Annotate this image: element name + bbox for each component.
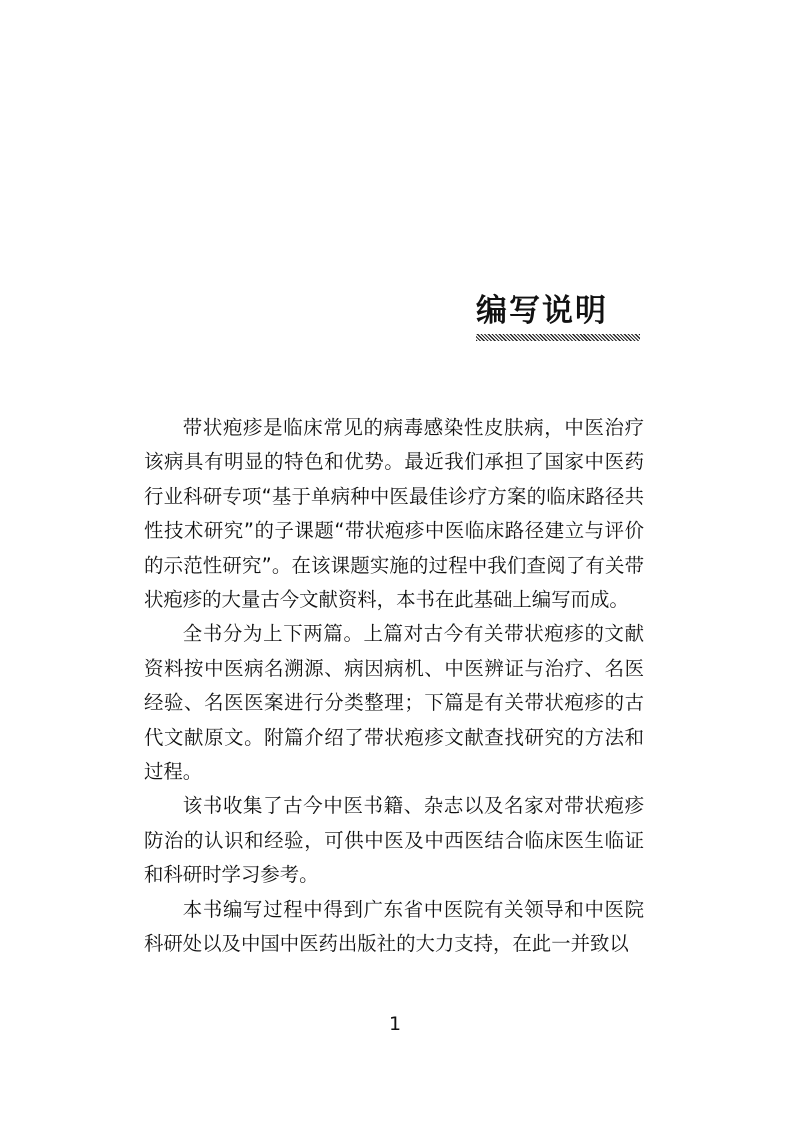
heading-underline-rule	[476, 334, 640, 341]
paragraph-4: 本书编写过程中得到广东省中医院有关领导和中医院科研处以及中国中医药出版社的大力支持，在此一并致以	[144, 897, 644, 956]
body-text	[144, 411, 644, 962]
paragraph-1: 带状疱疹是临床常见的病毒感染性皮肤病，中医治疗该病具有明显的特色和优势。最近我们承担了国家中医药行业科研专项“基于单病种中医最佳诊疗方案的临床路径共性技术研究”的子课题“带状疱疹中医临床路径建立与评价的示范性研究”。在该课题实施的过程中我们查阅了有关带状疱疹的大量古今文献资料，本书在此基础上编写而成。	[144, 416, 644, 612]
page-number: 1	[388, 1013, 402, 1035]
paragraph-3: 该书收集了古今中医书籍、杂志以及名家对带状疱疹防治的认识和经验，可供中医及中西医结合临床医生临证和科研时学习参考。	[144, 794, 644, 887]
section-heading: 编写说明	[476, 293, 608, 329]
section-heading-block	[476, 290, 640, 341]
paragraph-2: 全书分为上下两篇。上篇对古今有关带状疱疹的文献资料按中医病名溯源、病因病机、中医辨证与治疗、名医经验、名医医案进行分类整理；下篇是有关带状疱疹的古代文献原文。附篇介绍了带状疱疹文献查找研究的方法和过程。	[144, 622, 644, 784]
